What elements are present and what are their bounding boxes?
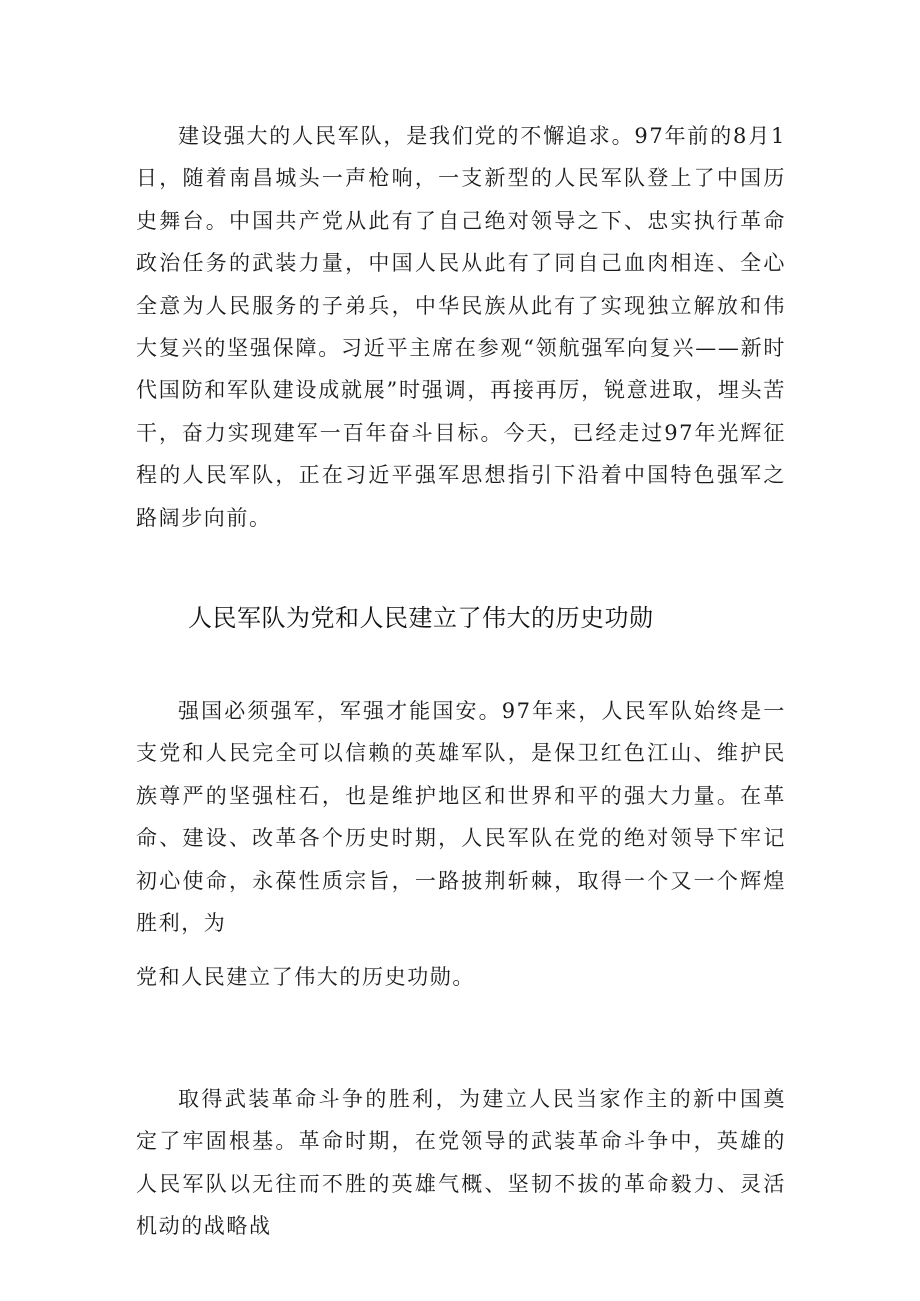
paragraph-strong-army: 强国必须强军，军强才能国安。97年来，人民军队始终是一支党和人民完全可以信赖的英雄军队，是保卫红色江山、维护民族尊严的坚强柱石，也是维护地区和世界和平的强大力量。在革命、建设、改革各个历史时期，人民军队在党的绝对领导下牢记初心使命，永葆性质宗旨，一路披荆斩棘，取得一个又一个辉煌胜利，为 — [136, 699, 786, 936]
paragraph-revolution: 取得武装革命斗争的胜利，为建立人民当家作主的新中国奠定了牢固根基。革命时期，在党领导的武装革命斗争中，英雄的人民军队以无往而不胜的英雄气概、坚韧不拔的革命毅力、灵活机动的战略战 — [136, 1087, 786, 1239]
paragraph-continuation: 党和人民建立了伟大的历史功勋。 — [136, 965, 475, 989]
paragraph-intro: 建设强大的人民军队，是我们党的不懈追求。97年前的8月1日，随着南昌城头一声枪响，一支新型的人民军队登上了中国历史舞台。中国共产党从此有了自己绝对领导之下、忠实执行革命政治任务的武装力量，中国人民从此有了同自己血肉相连、全心全意为人民服务的子弟兵，中华民族从此有了实现独立解放和伟大复兴的坚强保障。习近平主席在参观“领航强军向复兴——新时代国防和军队建设成就展”时强调，再接再厉，锐意进取，埋头苦干，奋力实现建军一百年奋斗目标。今天，已经走过97年光辉征程的人民军队，正在习近平强军思想指引下沿着中国特色强军之路阔步向前。 — [136, 124, 786, 530]
section-heading: 人民军队为党和人民建立了伟大的历史功勋 — [188, 604, 654, 632]
